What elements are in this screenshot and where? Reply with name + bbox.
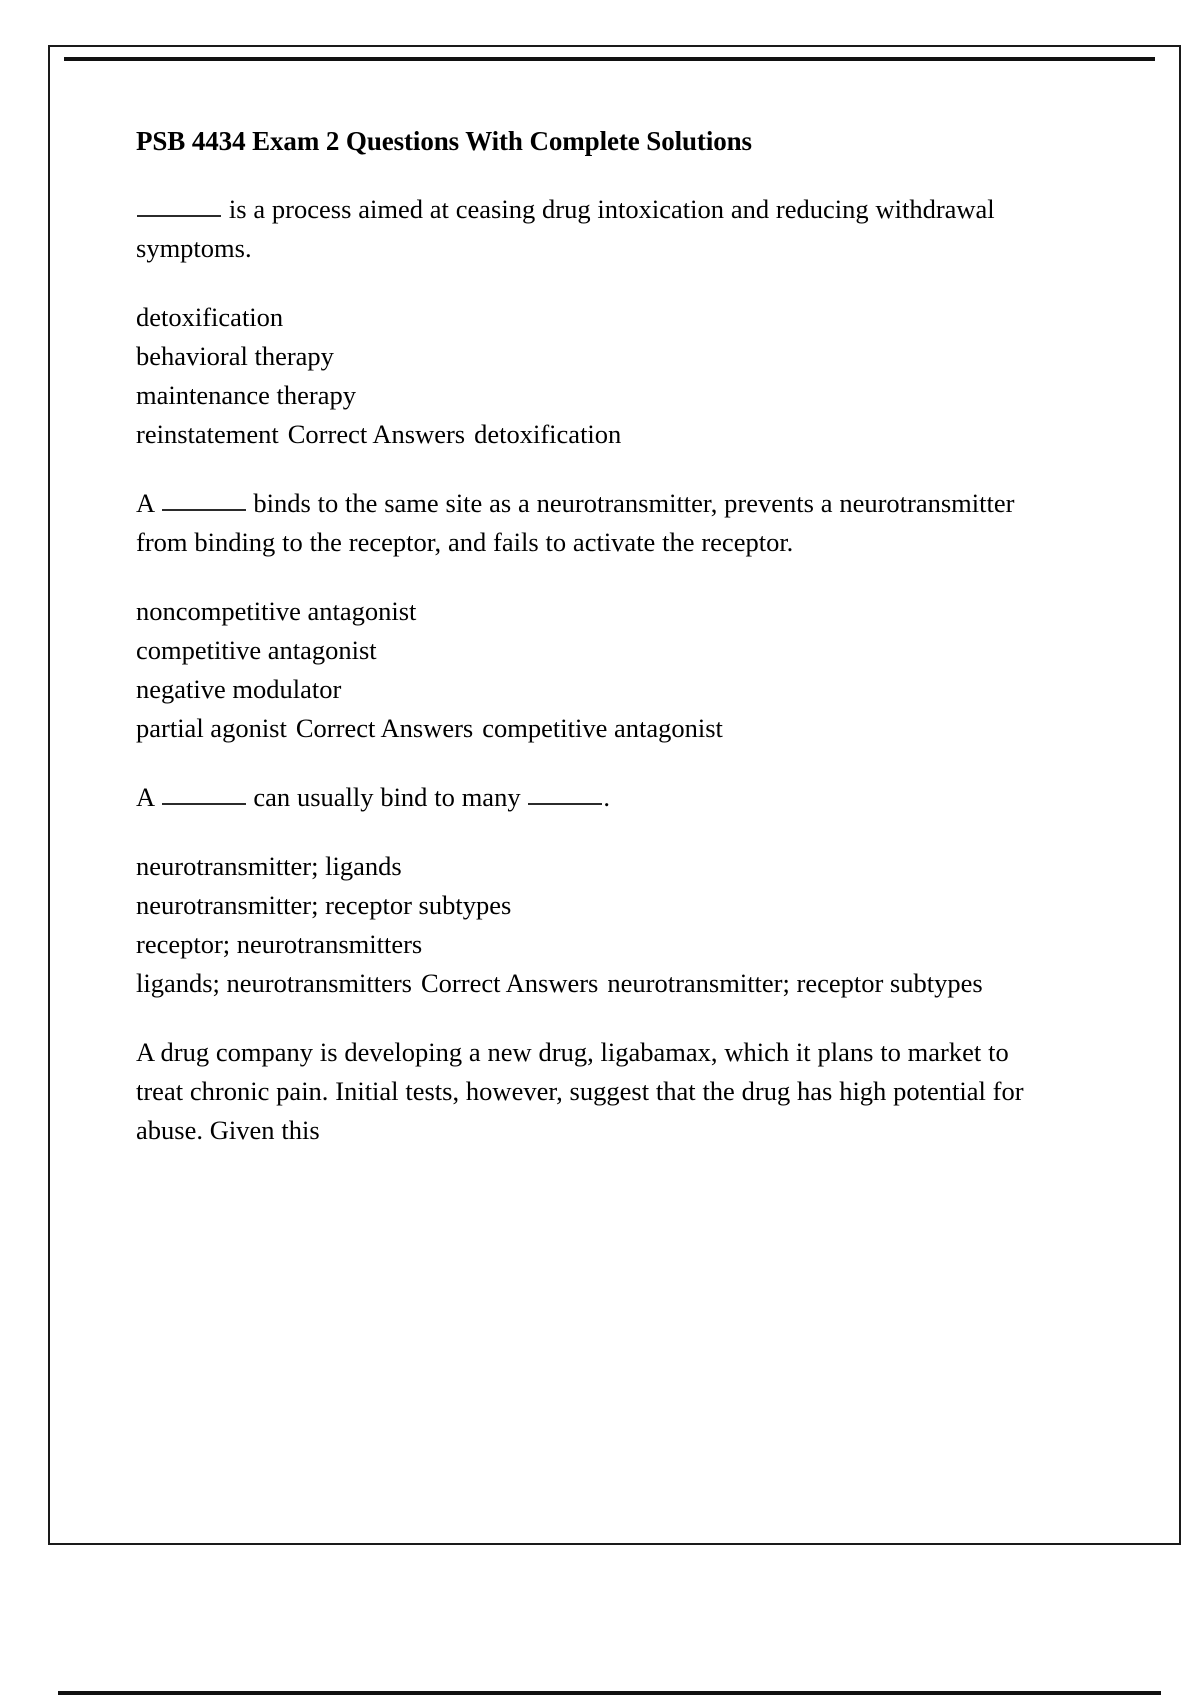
question-stem-1 — [136, 190, 1026, 268]
next-page-top-rule — [58, 1691, 1161, 1695]
stem-suffix: . — [603, 781, 611, 812]
question-stem-3 — [136, 778, 1026, 817]
correct-answer-value: competitive antagonist — [482, 712, 723, 743]
option-item-with-answer[interactable] — [136, 964, 1026, 1003]
option-item[interactable]: neurotransmitter; receptor subtypes — [136, 889, 512, 920]
option-label: reinstatement — [136, 418, 279, 449]
correct-answer-value: detoxification — [474, 418, 622, 449]
option-label: ligands; neurotransmitters — [136, 967, 412, 998]
question-stem-2 — [136, 484, 1026, 562]
option-item[interactable]: noncompetitive antagonist — [136, 595, 417, 626]
question-block-1 — [136, 190, 1026, 268]
question-block-3 — [136, 778, 1026, 817]
option-item[interactable]: neurotransmitter; ligands — [136, 850, 402, 881]
option-item[interactable]: receptor; neurotransmitters — [136, 928, 423, 959]
document-page — [48, 45, 1181, 1545]
stem-middle: can usually bind to many — [253, 781, 521, 812]
question-block-4 — [136, 1033, 1026, 1150]
option-list-3 — [136, 847, 1026, 1003]
stem-prefix: A — [136, 781, 154, 812]
option-label: partial agonist — [136, 712, 287, 743]
fill-in-blank — [137, 193, 221, 217]
option-item-with-answer[interactable] — [136, 709, 1026, 748]
fill-in-blank — [162, 487, 246, 511]
options-block-2 — [136, 592, 1026, 748]
header-rule — [64, 57, 1155, 61]
question-stem-text: is a process aimed at ceasing drug intoxication and reducing withdrawal symptoms. — [136, 193, 995, 263]
document-content — [136, 124, 1026, 1150]
correct-answer-label: Correct Answers — [287, 418, 466, 449]
option-item[interactable]: detoxification — [136, 301, 284, 332]
correct-answer-value: neurotransmitter; receptor subtypes — [607, 967, 983, 998]
question-block-2 — [136, 484, 1026, 562]
stem-prefix: A — [136, 487, 154, 518]
option-item[interactable]: negative modulator — [136, 673, 342, 704]
option-item[interactable]: competitive antagonist — [136, 634, 377, 665]
fill-in-blank — [162, 781, 246, 805]
correct-answer-label: Correct Answers — [295, 712, 474, 743]
stem-suffix: binds to the same site as a neurotransmitter, prevents a neurotransmitter from binding to the receptor, and fails to activate the receptor. — [136, 487, 1015, 557]
fill-in-blank — [528, 781, 602, 805]
correct-answer-label: Correct Answers — [421, 967, 599, 998]
option-list-1 — [136, 298, 1026, 454]
option-list-2 — [136, 592, 1026, 748]
page-title: PSB 4434 Exam 2 Questions With Complete Solutions — [136, 126, 752, 156]
question-stem-4: A drug company is developing a new drug, ligabamax, which it plans to market to treat chronic pain. Initial tests, however, suggest that the drug has high potential for abuse. Given this — [136, 1036, 1024, 1145]
options-block-1 — [136, 298, 1026, 454]
option-item[interactable]: maintenance therapy — [136, 379, 356, 410]
option-item[interactable]: behavioral therapy — [136, 340, 334, 371]
options-block-3 — [136, 847, 1026, 1003]
option-item-with-answer[interactable] — [136, 415, 1026, 454]
